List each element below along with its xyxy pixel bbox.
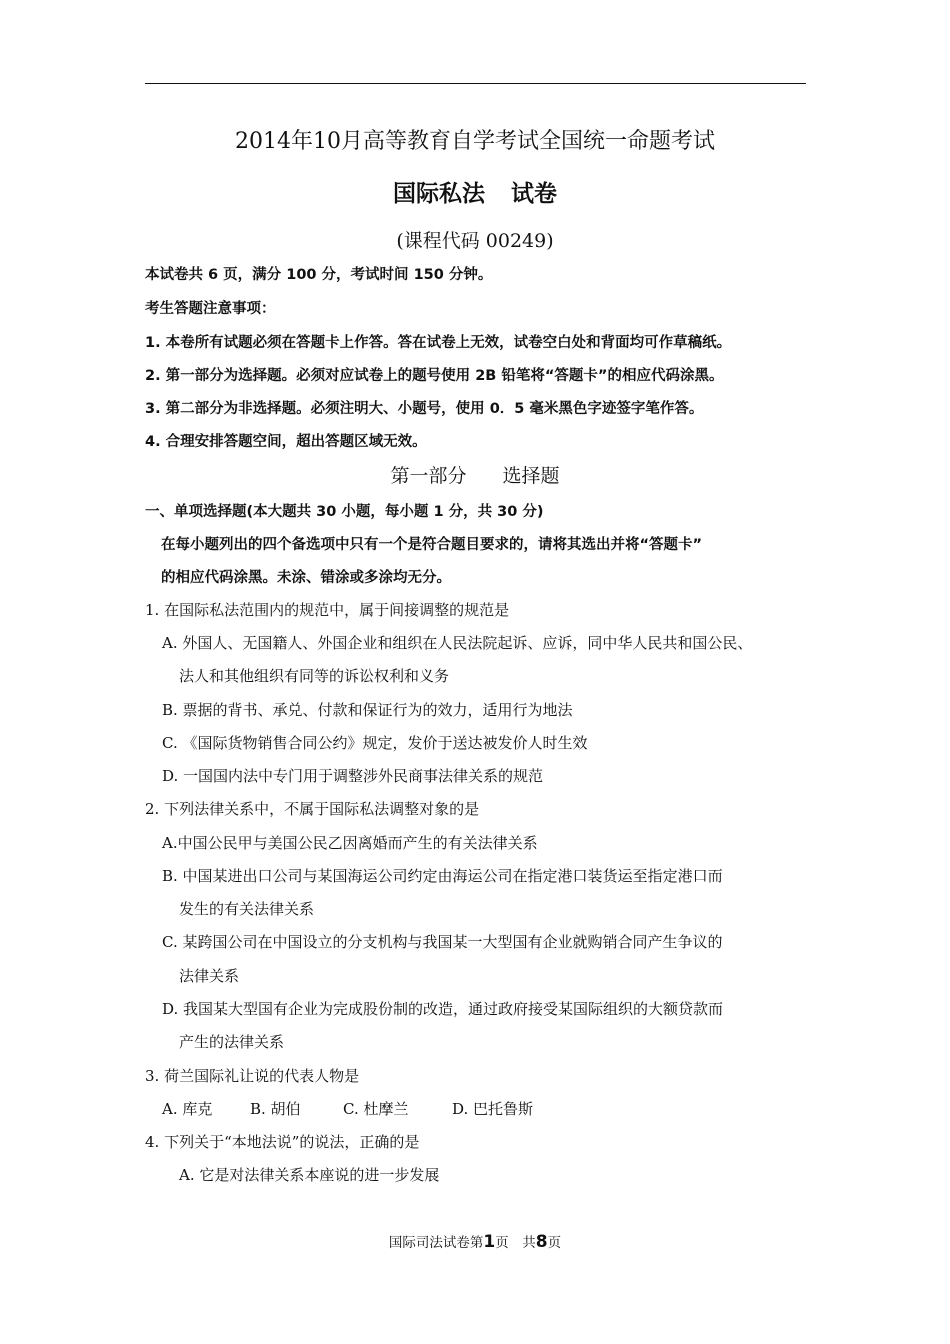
exam-subject (0, 175, 950, 208)
instruction-item: 4. 合理安排答题空间，超出答题区域无效。 (145, 434, 427, 450)
question-2-option-b-cont: 发生的有关法律关系 (179, 900, 315, 918)
question-1-option-d: D. 一国国内法中专门用于调整涉外民商事法律关系的规范 (162, 767, 544, 785)
section-heading: 一、单项选择题(本大题共 30 小题，每小题 1 分，共 30 分) (145, 504, 544, 520)
page-footer (0, 1231, 950, 1252)
question-3-option-d: D. 巴托鲁斯 (452, 1100, 534, 1118)
question-1-stem: 1. 在国际私法范围内的规范中，属于间接调整的规范是 (145, 601, 510, 619)
subject-suffix: 试卷 (511, 181, 557, 207)
part-label: 第一部分 (390, 465, 467, 487)
question-4-stem: 4. 下列关于“本地法说”的说法，正确的是 (145, 1133, 420, 1151)
instruction-item: 1. 本卷所有试题必须在答题卡上作答。答在试卷上无效，试卷空白处和背面均可作草稿纸。 (145, 335, 732, 351)
course-code: (课程代码 00249) (396, 230, 554, 252)
question-2-option-d-cont: 产生的法律关系 (179, 1033, 285, 1051)
question-2-option-a: A.中国公民甲与美国公民乙因离婚而产生的有关法律关系 (162, 834, 538, 852)
header-rule (145, 83, 806, 84)
exam-title: 2014年10月高等教育自学考试全国统一命题考试 (235, 129, 715, 154)
part-heading (0, 461, 950, 488)
instructions-heading: 考生答题注意事项： (145, 301, 276, 317)
part-name: 选择题 (502, 465, 560, 487)
footer-mid: 页 共 (495, 1235, 536, 1251)
question-2-option-b: B. 中国某进出口公司与某国海运公司约定由海运公司在指定港口装货运至指定港口而 (162, 867, 723, 885)
question-3-stem: 3. 荷兰国际礼让说的代表人物是 (145, 1067, 360, 1085)
exam-summary: 本试卷共 6 页，满分 100 分，考试时间 150 分钟。 (145, 267, 493, 283)
question-1-option-a-cont: 法人和其他组织有同等的诉讼权利和义务 (179, 667, 450, 685)
question-3-option-b: B. 胡伯 (250, 1100, 301, 1118)
question-2-stem: 2. 下列法律关系中，不属于国际私法调整对象的是 (145, 800, 480, 818)
footer-prefix: 国际司法试卷第 (388, 1235, 484, 1251)
question-2-option-d: D. 我国某大型国有企业为完成股份制的改造，通过政府接受某国际组织的大额贷款而 (162, 1000, 724, 1018)
question-4-option-a: A. 它是对法律关系本座说的进一步发展 (179, 1166, 440, 1184)
question-3-option-a: A. 库克 (162, 1100, 213, 1118)
section-desc-line: 在每小题列出的四个备选项中只有一个是符合题目要求的，请将其选出并将“答题卡” (161, 537, 703, 553)
instruction-item: 2. 第一部分为选择题。必须对应试卷上的题号使用 2B 铅笔将“答题卡”的相应代码涂黑。 (145, 368, 724, 384)
section-desc-line: 的相应代码涂黑。未涂、错涂或多涂均无分。 (161, 570, 451, 586)
footer-suffix: 页 (547, 1235, 562, 1251)
instruction-item: 3. 第二部分为非选择题。必须注明大、小题号，使用 0．5 毫米黑色字迹签字笔作答。 (145, 401, 704, 417)
question-1-option-b: B. 票据的背书、承兑、付款和保证行为的效力，适用行为地法 (162, 701, 573, 719)
footer-total-pages: 8 (535, 1232, 548, 1252)
question-2-option-c-cont: 法律关系 (179, 967, 240, 985)
footer-page-number: 1 (483, 1232, 496, 1252)
question-1-option-c: C. 《国际货物销售合同公约》规定，发价于送达被发价人时生效 (162, 734, 588, 752)
question-1-option-a: A. 外国人、无国籍人、外国企业和组织在人民法院起诉、应诉，同中华人民共和国公民、 (162, 634, 753, 652)
question-3-option-c: C. 杜摩兰 (343, 1100, 409, 1118)
subject-name: 国际私法 (393, 181, 485, 207)
question-2-option-c: C. 某跨国公司在中国设立的分支机构与我国某一大型国有企业就购销合同产生争议的 (162, 933, 723, 951)
